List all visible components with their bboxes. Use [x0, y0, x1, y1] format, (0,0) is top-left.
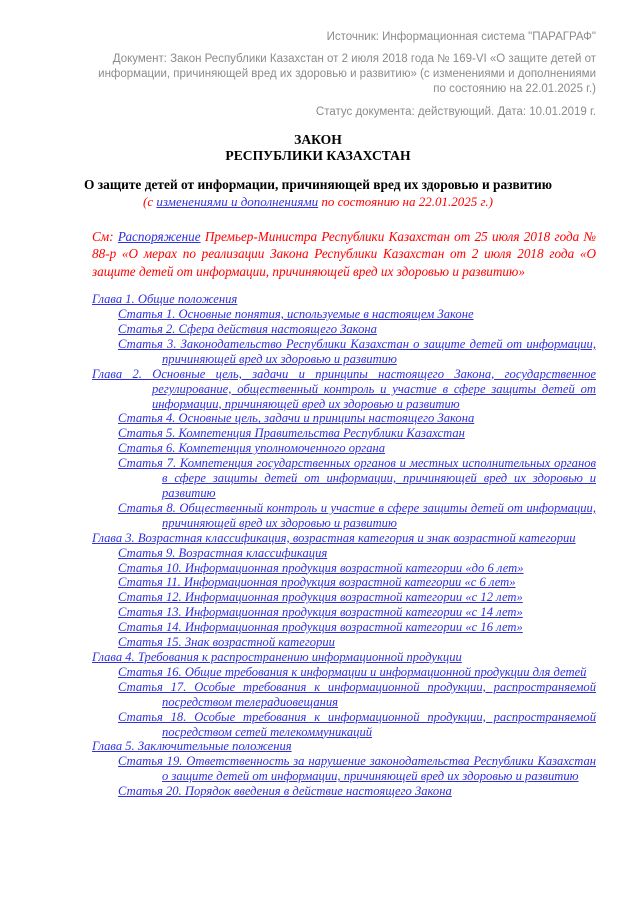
toc-link-statya-18[interactable]: Статья 18. Особые требования к информационной продукции, распространяемой посредством сетей телекоммуникаций	[118, 709, 596, 739]
toc-link-glava-1[interactable]: Глава 1. Общие положения	[92, 292, 238, 307]
status-line: Статус документа: действующий. Дата: 10.01.2019 г.	[315, 106, 596, 118]
see-also-link[interactable]: Распоряжение	[117, 229, 201, 244]
toc-link-glava-5[interactable]: Глава 5. Заключительные положения	[92, 739, 292, 754]
toc-link-statya-12[interactable]: Статья 12. Информационная продукция возрастной категории «с 12 лет»	[118, 590, 523, 605]
toc-entry	[92, 530, 596, 546]
toc-entry	[92, 366, 596, 412]
toc-link-statya-5[interactable]: Статья 5. Компетенция Правительства Республики Казахстан	[118, 426, 465, 441]
toc-entry	[118, 441, 596, 456]
see-also-prefix: См:	[92, 229, 118, 244]
document-subject-title: О защите детей от информации, причиняющей вред их здоровью и развитию	[83, 177, 553, 192]
amendments-note	[40, 194, 596, 210]
toc-link-statya-15[interactable]: Статья 15. Знак возрастной категории	[118, 635, 335, 650]
toc-entry	[118, 500, 596, 531]
toc-link-statya-17[interactable]: Статья 17. Особые требования к информационной продукции, распространяемой посредством телерадиовещания	[118, 679, 596, 709]
toc-link-statya-6[interactable]: Статья 6. Компетенция уполномоченного органа	[118, 441, 386, 456]
toc-entry	[118, 679, 596, 710]
toc-link-statya-20[interactable]: Статья 20. Порядок введения в действие настоящего Закона	[118, 784, 452, 799]
toc-link-statya-7[interactable]: Статья 7. Компетенция государственных органов и местных исполнительных органов в сфере защиты детей от информации, причиняющей вред их здоровью и развитию	[118, 456, 596, 500]
law-heading-word: ЗАКОН	[294, 132, 342, 147]
toc-link-statya-14[interactable]: Статья 14. Информационная продукция возрастной категории «с 16 лет»	[118, 620, 523, 635]
toc-entry	[118, 426, 596, 441]
amendments-link[interactable]: изменениями и дополнениями	[156, 194, 319, 209]
amendments-prefix: (с	[143, 194, 157, 209]
document-description-line: Документ: Закон Республики Казахстан от 2 июля 2018 года № 169-VI «О защите детей от информации, причиняющей вред их здоровью и развитию» (с изменениями и дополнениями по состоянию на 22.01.2025 г.)	[98, 53, 596, 95]
toc-link-statya-9[interactable]: Статья 9. Возрастная классификация	[118, 545, 328, 560]
toc-link-statya-8[interactable]: Статья 8. Общественный контроль и участие в сфере защиты детей от информации, причиняющей вред их здоровью и развитию	[118, 500, 596, 530]
table-of-contents	[40, 292, 596, 799]
toc-entry	[118, 411, 596, 426]
toc-entry	[118, 456, 596, 501]
toc-entry	[118, 635, 596, 650]
law-heading	[40, 132, 596, 164]
source-line: Источник: Информационная система "ПАРАГРАФ"	[326, 31, 596, 43]
toc-link-statya-19[interactable]: Статья 19. Ответственность за нарушение законодательства Республики Казахстан о защите детей от информации, причиняющей вред их здоровью и развитию	[118, 754, 596, 784]
toc-entry	[118, 754, 596, 784]
document-meta-header	[40, 30, 596, 120]
see-also-text: Премьер-Министра Республики Казахстан от 25 июля 2018 года № 88-р «О мерах по реализации Закона Республики Казахстан от 2 июля 2018 года «О защите детей от информации, причиняющей вред их здоровью и развитию»	[92, 229, 597, 279]
toc-link-statya-13[interactable]: Статья 13. Информационная продукция возрастной категории «с 14 лет»	[118, 605, 523, 620]
toc-link-statya-16[interactable]: Статья 16. Общие требования к информации и информационной продукции для детей	[118, 664, 587, 679]
toc-entry	[118, 590, 596, 605]
toc-entry	[118, 575, 596, 590]
law-heading-country: РЕСПУБЛИКИ КАЗАХСТАН	[225, 148, 411, 163]
toc-entry	[118, 709, 596, 740]
toc-entry	[118, 545, 596, 561]
toc-entry	[118, 336, 596, 367]
toc-link-glava-3[interactable]: Глава 3. Возрастная классификация, возрастная категория и знак возрастной категории	[92, 530, 576, 545]
toc-entry	[118, 307, 596, 322]
toc-link-statya-3[interactable]: Статья 3. Законодательство Республики Казахстан о защите детей от информации, причиняющей вред их здоровью и развитию	[118, 336, 596, 366]
toc-entry	[92, 649, 596, 665]
toc-link-statya-11[interactable]: Статья 11. Информационная продукция возрастной категории «с 6 лет»	[118, 575, 516, 590]
toc-entry	[92, 739, 596, 754]
amendments-suffix: по состоянию на 22.01.2025 г.)	[318, 194, 493, 209]
toc-link-statya-4[interactable]: Статья 4. Основные цель, задачи и принципы настоящего Закона	[118, 411, 475, 426]
toc-link-glava-4[interactable]: Глава 4. Требования к распространению информационной продукции	[92, 649, 462, 664]
toc-entry	[118, 620, 596, 635]
toc-entry	[118, 664, 596, 680]
see-also-note	[92, 228, 596, 280]
toc-entry	[118, 560, 596, 576]
toc-link-glava-2[interactable]: Глава 2. Основные цель, задачи и принципы настоящего Закона, государственное регулирование, общественный контроль и участие в сфере защиты детей от информации, причиняющей вред их здоровью и развитию	[92, 366, 596, 411]
toc-link-statya-2[interactable]: Статья 2. Сфера действия настоящего Закона	[118, 322, 377, 337]
toc-entry	[118, 784, 596, 799]
toc-entry	[118, 322, 596, 337]
toc-link-statya-10[interactable]: Статья 10. Информационная продукция возрастной категории «до 6 лет»	[118, 560, 524, 575]
toc-entry	[118, 605, 596, 620]
toc-link-statya-1[interactable]: Статья 1. Основные понятия, используемые в настоящем Законе	[118, 307, 474, 322]
toc-entry	[92, 292, 596, 307]
